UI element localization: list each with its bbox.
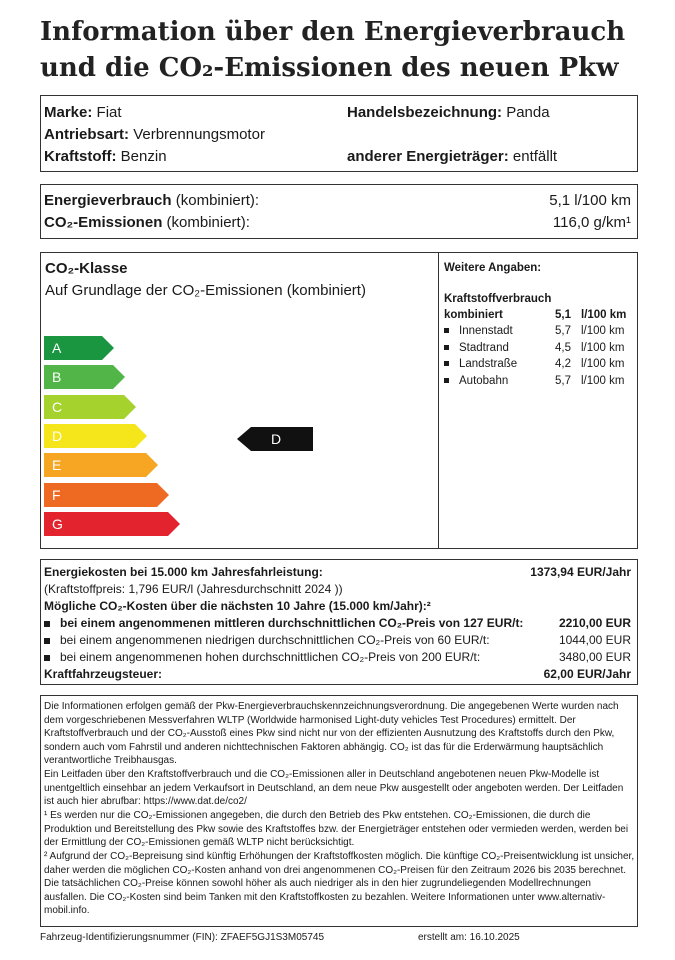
costs-box (40, 559, 638, 685)
energiekosten-value: 1373,94 EUR/Jahr (530, 565, 631, 579)
co2-qualifier: (kombiniert): (166, 214, 250, 231)
co2-kosten-label: Mögliche CO₂-Kosten über die nächsten 10 Jahre (15.000 km/Jahr):² (44, 599, 431, 613)
column-divider (438, 253, 439, 548)
current-class-marker (237, 427, 313, 451)
co2-class-title: CO₂-Klasse (45, 260, 128, 277)
info-footnote-2: ² Aufgrund der CO₂-Bepreisung sind künftig Erhöhungen der Kraftstoffkosten möglich. Die künftige CO₂-Preisentwicklung ist unsicher, daher werden die möglichen CO₂-Kosten anhand von drei angenommenen CO₂-Preisen für den Zeitraum 2026 bis 2035 berechnet. Die tatsächlichen CO₂-Preise können sowohl höher als auch niedriger als in den hier zugrundeliegenden Modellrechnungen ausfallen. Die CO₂-Kosten sind beim Tanken mit den Kraftstoffkosten zu bezahlen. Weitere Informationen unter www.alternativ-mobil.info. (44, 851, 635, 917)
weitere-row-value: 5,7 (555, 374, 571, 387)
co2-class-letter-e: E (52, 457, 62, 474)
co2-class-arrow-c (44, 395, 136, 419)
energie-qualifier: (kombiniert): (175, 192, 260, 209)
kraftstoff-row (44, 147, 167, 167)
weitere-row-label: Stadtrand (444, 340, 509, 356)
weitere-sub: Kraftstoffverbrauch (444, 293, 552, 305)
co2-class-arrow-b (44, 365, 125, 389)
info-paragraph-2: Ein Leitfaden über den Kraftstoffverbrauch und die CO₂-Emissionen aller in Deutschland angebotenen neuen Pkw-Modelle ist unentgeltlich einsehbar an jedem Verkaufsort in Deutschland, an dem neue Pkw ausgestellt oder angeboten werden. Der Leitfaden ist auch hier abrufbar: https://www.dat.de/co2/ (44, 769, 624, 808)
co2-class-letter-a: A (52, 340, 62, 356)
page-title (40, 14, 640, 86)
title-line-1: Information über den Energieverbrauch (40, 17, 626, 47)
niedrig-row: bei einem angenommenen niedrigen durchschnittlichen CO₂-Preis von 60 EUR/t: (44, 632, 490, 649)
energie-label: Energieverbrauch (44, 192, 172, 209)
co2-class-arrow-a (44, 336, 114, 360)
weitere-row-value: 4,5 (555, 341, 571, 354)
handel-row (347, 103, 550, 123)
info-box (40, 695, 638, 927)
energiekosten-label: Energiekosten bei 15.000 km Jahresfahrleistung: (44, 565, 323, 579)
co2-class-letter-g: G (52, 515, 63, 532)
fin-label: Fahrzeug-Identifizierungsnummer (FIN): ZFAEF5GJ1S3M05745 (40, 932, 324, 943)
co2-row (44, 213, 250, 233)
antrieb-label: Antriebsart: (44, 126, 130, 143)
kraftstoff-label: Kraftstoff: (44, 148, 117, 165)
energie-value: 5,1 l/100 km (549, 192, 631, 209)
title-line-2: und die CO₂-Emissionen des neuen Pkw (40, 53, 619, 83)
kraftstoff-value: Benzin (120, 148, 167, 165)
mittel-row: bei einem angenommenen mittleren durchschnittlichen CO₂-Preis von 127 EUR/t: (44, 615, 523, 632)
weitere-heading: Weitere Angaben: (444, 262, 542, 274)
kombiniert-label: kombiniert (444, 309, 503, 321)
co2-class-box (40, 252, 638, 549)
weitere-row-unit: l/100 km (581, 341, 625, 354)
kraftstoffpreis-line: (Kraftstoffpreis: 1,796 EUR/l (Jahresdurchschnitt 2024 )) (44, 582, 343, 596)
weitere-row-value: 5,7 (555, 325, 571, 337)
bullet-icon (444, 361, 449, 366)
co2-class-arrow-f (44, 483, 169, 507)
info-paragraph-1: Die Informationen erfolgen gemäß der Pkw-Energieverbrauchskennzeichnungsverordnung. Die angegebenen Werte wurden nach dem vorgeschriebenen Messverfahren WLTP (Worldwide harmonised Light-duty vehicles Test Procedures) ermittelt. Der Kraftstoffverbrauch und der CO₂-Ausstoß eines Pkw sind nicht nur von der effizienten Ausnutzung des Kraftstoffs durch den Pkw, sondern auch vom Fahrstil und anderen nichttechnischen Faktoren abhängig. CO₂ ist das für die Erderwärmung hauptsächlich verantwortliche Treibhausgas. (44, 701, 619, 767)
energie-row (44, 191, 259, 211)
steuer-value: 62,00 EUR/Jahr (543, 667, 631, 681)
weitere-row-unit: l/100 km (581, 325, 625, 337)
handel-value: Panda (506, 104, 550, 121)
weitere-row-label: Landstraße (444, 356, 517, 372)
co2-class-letter-b: B (52, 369, 62, 386)
co2-class-arrow-g (44, 512, 180, 536)
bullet-icon (444, 345, 449, 350)
hoch-row: bei einem angenommenen hohen durchschnittlichen CO₂-Preis von 200 EUR/t: (44, 649, 480, 666)
co2-value: 116,0 g/km¹ (552, 214, 631, 231)
weitere-row-value: 4,2 (555, 358, 571, 370)
hoch-value: 3480,00 EUR (558, 650, 631, 664)
co2-class-subtitle: Auf Grundlage der CO₂-Emissionen (kombiniert) (45, 282, 366, 299)
steuer-label: Kraftfahrzeugsteuer: (44, 667, 163, 681)
current-class-letter: D (271, 431, 282, 447)
consumption-box (40, 184, 638, 239)
weitere-row-label: Innenstadt (444, 323, 513, 339)
weitere-row-unit: l/100 km (581, 358, 625, 370)
anderer-row (347, 147, 557, 167)
weitere-row-label: Autobahn (444, 373, 508, 389)
info-footnote-1: ¹ Es werden nur die CO₂-Emissionen angegeben, die durch den Betrieb des Pkw entstehen. CO₂-Emissionen, die durch die Produktion und Bereitstellung des Pkw sowie des Kraftstoffes bzw. der Energieträger entstehen oder vermieden werden, werden bei der Ermittlung der CO₂-Emissionen gemäß WLTP nicht berücksichtigt. (44, 810, 629, 849)
marke-row (44, 103, 122, 123)
co2-class-letter-c: C (52, 398, 63, 415)
weitere-row-unit: l/100 km (581, 374, 625, 387)
co2-label: CO₂-Emissionen (44, 214, 163, 231)
vehicle-info-box (40, 95, 638, 172)
kombiniert-value: 5,1 (555, 309, 571, 321)
antrieb-row (44, 125, 265, 145)
kombiniert-unit: l/100 km (581, 309, 627, 321)
marke-label: Marke: (44, 104, 93, 121)
co2-class-arrow-e (44, 453, 158, 477)
anderer-label: anderer Energieträger: (347, 148, 509, 165)
niedrig-value: 1044,00 EUR (558, 633, 631, 647)
anderer-value: entfällt (512, 148, 558, 165)
co2-class-arrow-d (44, 424, 147, 448)
co2-class-letter-d: D (52, 427, 63, 444)
bullet-icon (444, 328, 449, 333)
created-date: erstellt am: 16.10.2025 (418, 932, 520, 943)
co2-class-letter-f: F (52, 486, 61, 503)
mittel-value: 2210,00 EUR (558, 616, 631, 630)
handel-label: Handelsbezeichnung: (347, 104, 503, 121)
marke-value: Fiat (96, 104, 122, 121)
antrieb-value: Verbrennungsmotor (133, 126, 265, 143)
bullet-icon (444, 378, 449, 383)
